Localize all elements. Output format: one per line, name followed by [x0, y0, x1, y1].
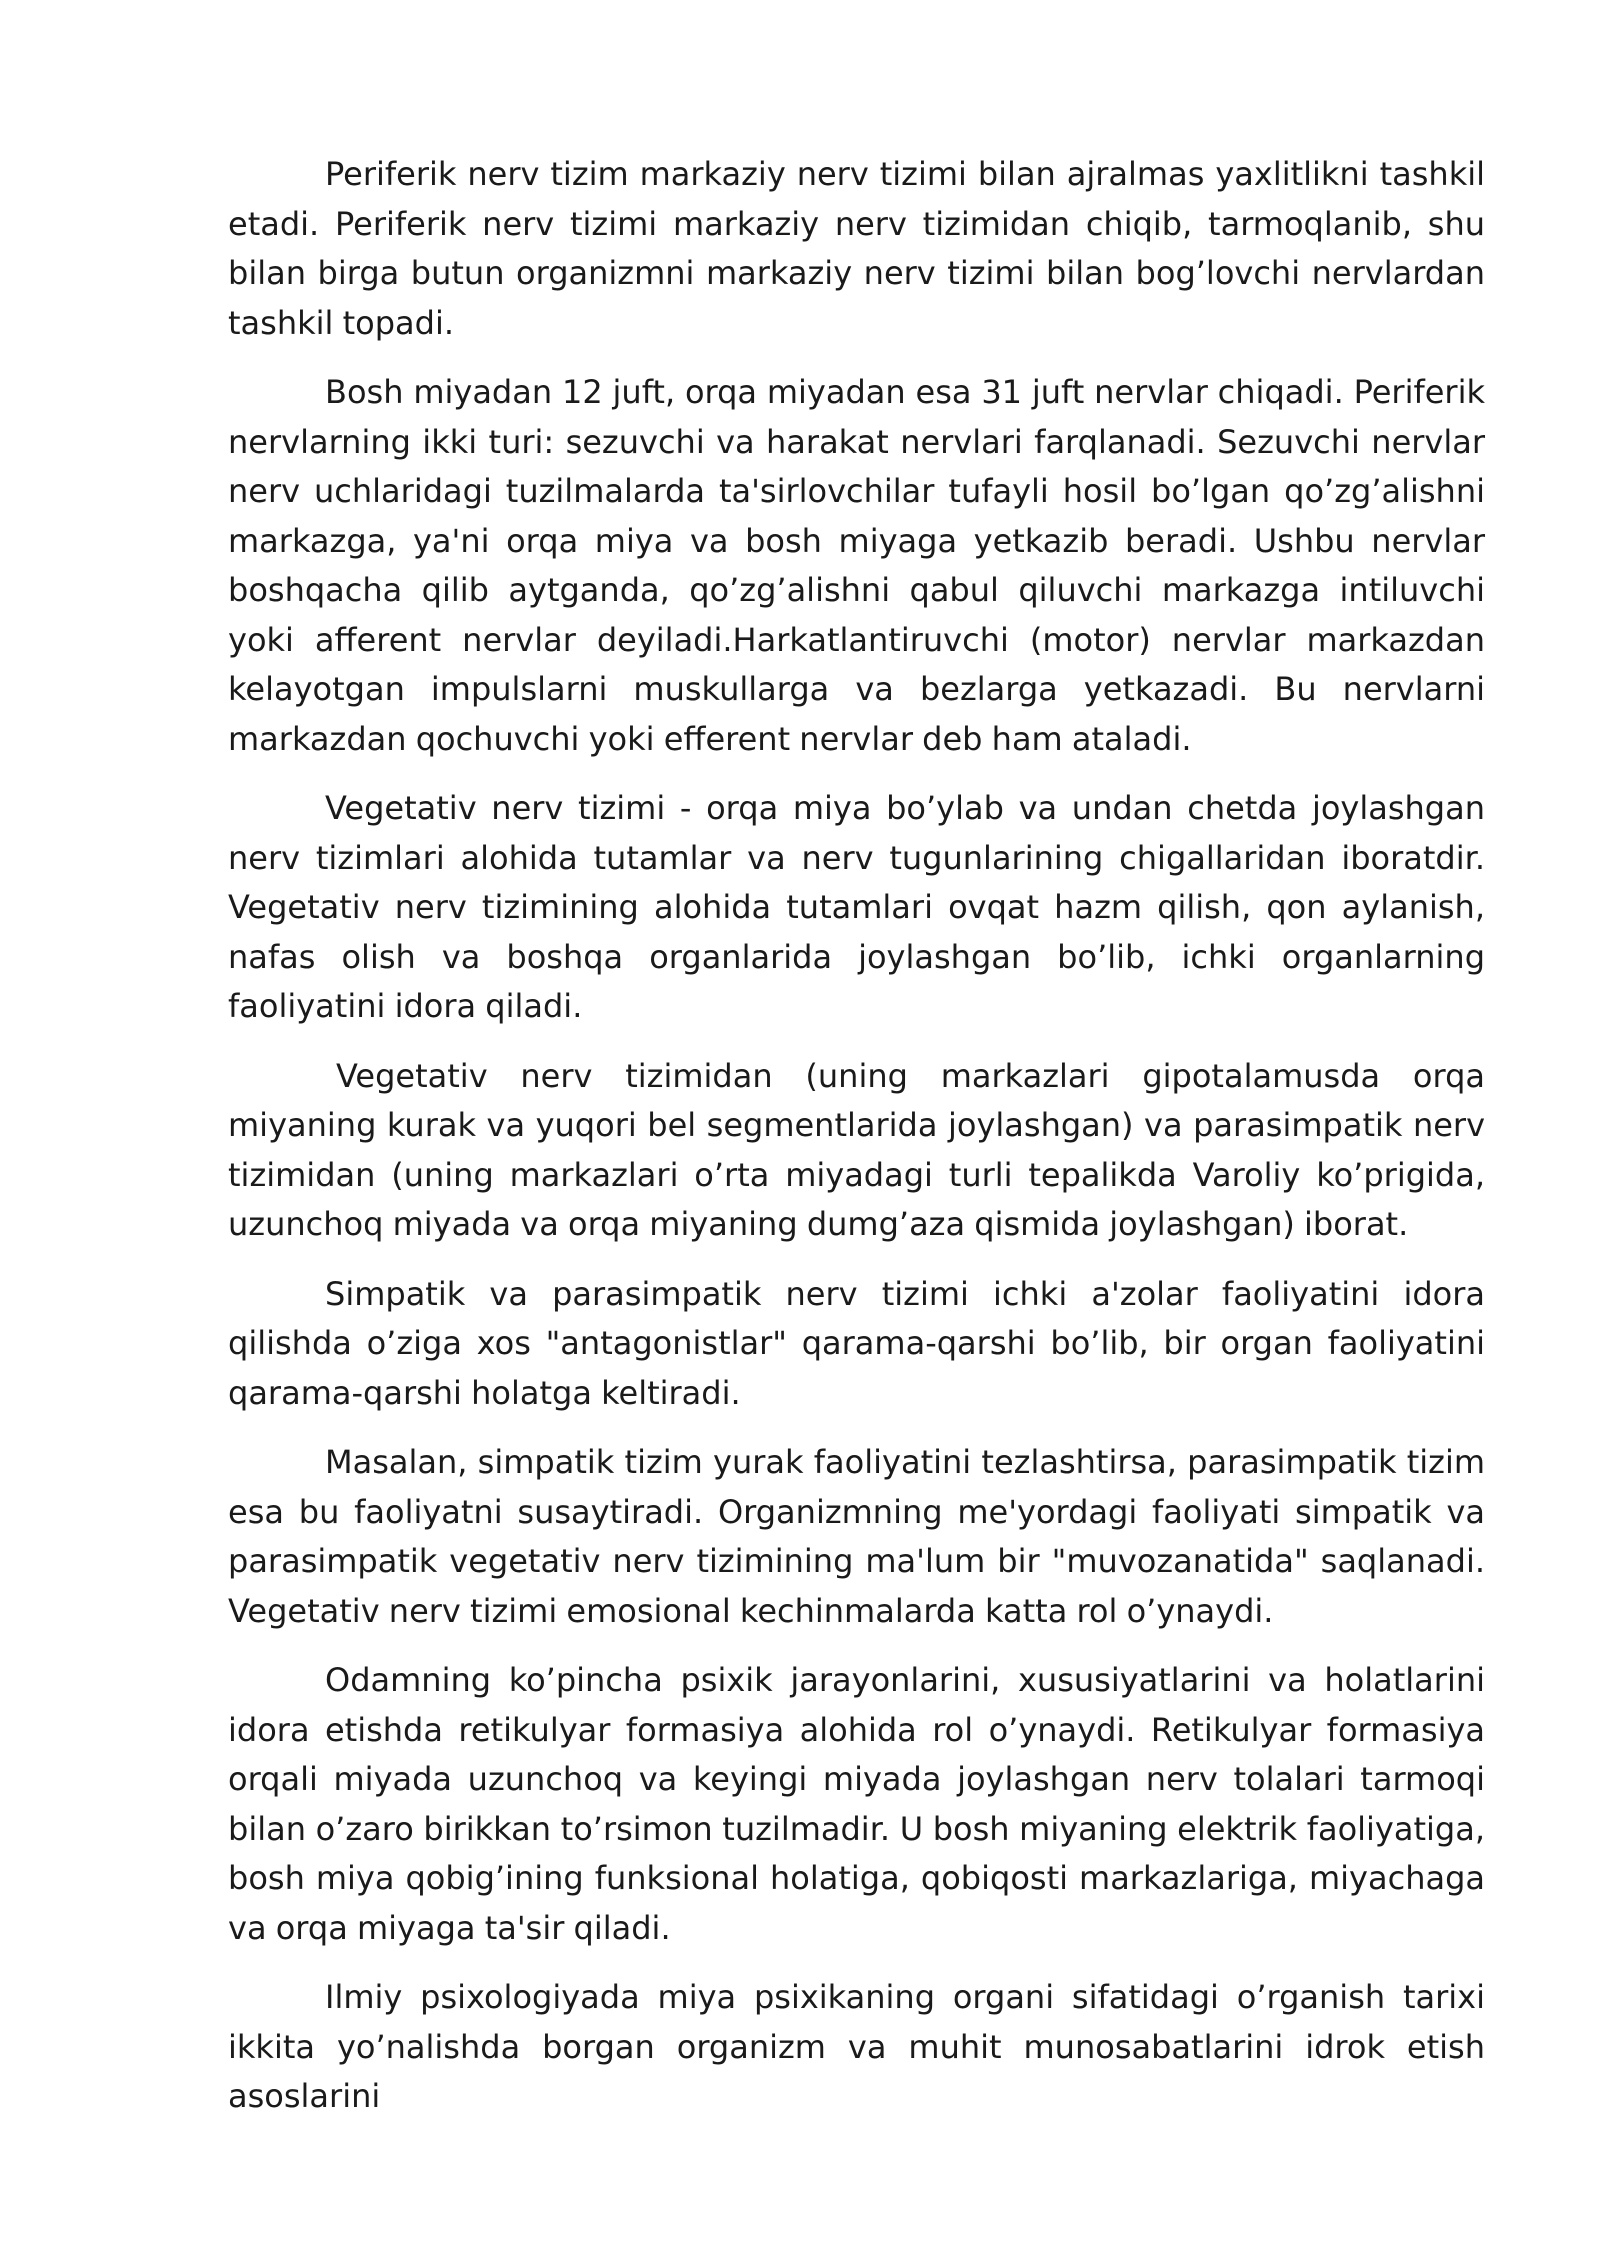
- paragraph-sympathetic-antagonists: Simpatik va parasimpatik nerv tizimi ichki a'zolar faoliyatini idora qilishda o’ziga xos "antagonistlar" qarama-qarshi bo’lib, bir organ faoliyatini qarama-qarshi holatga keltiradi.: [228, 1274, 1485, 1412]
- paragraph-vegetative-centers: Vegetativ nerv tizimidan (uning markazlari gipotalamusda orqa miyaning kurak va yuqori bel segmentlarida joylashgan) va parasimpatik nerv tizimidan (uning markazlari o’rta miyadagi turli tepalikda Varoliy ko’prigida, uzunchoq miyada va orqa miyaning dumg’aza qismida joylashgan) iborat.: [228, 1056, 1485, 1243]
- body-text: [228, 150, 1485, 2122]
- paragraph-vegetative-system: Vegetativ nerv tizimi - orqa miya bo’ylab va undan chetda joylashgan nerv tizimlari alohida tutamlar va nerv tugunlarining chigallaridan iboratdir. Vegetativ nerv tizimining alohida tutamlari ovqat hazm qilish, qon aylanish, nafas olish va boshqa organlarida joylashgan bo’lib, ichki organlarning faoliyatini idora qiladi.: [228, 789, 1485, 1025]
- paragraph-balance-example: Masalan, simpatik tizim yurak faoliyatini tezlashtirsa, parasimpatik tizim esa bu faoliyatni susaytiradi. Organizmning me'yordagi faoliyati simpatik va parasimpatik vegetativ nerv tizimining ma'lum bir "muvozanatida" saqlanadi. Vegetativ nerv tizimi emosional kechinmalarda katta rol o’ynaydi.: [228, 1443, 1485, 1630]
- paragraph-cranial-spinal-nerves: Bosh miyadan 12 juft, orqa miyadan esa 31 juft nervlar chiqadi. Periferik nervlarning ikki turi: sezuvchi va harakat nervlari farqlanadi. Sezuvchi nervlar nerv uchlaridagi tuzilmalarda ta'sirlovchilar tufayli hosil bo’lgan qo’zg’alishni markazga, ya'ni orqa miya va bosh miyaga yetkazib beradi. Ushbu nervlar boshqacha qilib aytganda, qo’zg’alishni qabul qiluvchi markazga intiluvchi yoki afferent nervlar deyiladi.Harkatlantiruvchi (motor) nervlar markazdan kelayotgan impulslarni muskullarga va bezlarga yetkazadi. Bu nervlarni markazdan qochuvchi yoki efferent nervlar deb ham ataladi.: [228, 373, 1485, 758]
- paragraph-reticular-formation: Odamning ko’pincha psixik jarayonlarini, xususiyatlarini va holatlarini idora etishda retikulyar formasiya alohida rol o’ynaydi. Retikulyar formasiya orqali miyada uzunchoq va keyingi miyada joylashgan nerv tolalari tarmoqi bilan o’zaro birikkan to’rsimon tuzilmadir. U bosh miyaning elektrik faoliyatiga, bosh miya qobig’ining funksional holatiga, qobiqosti markazlariga, miyachaga va orqa miyaga ta'sir qiladi.: [228, 1661, 1485, 1947]
- paragraph-scientific-psychology: Ilmiy psixologiyada miya psixikaning organi sifatidagi o’rganish tarixi ikkita yo’nalishda borgan organizm va muhit munosabatlarini idrok etish asoslarini: [228, 1978, 1485, 2115]
- paragraph-peripheral-nervous-system: Periferik nerv tizim markaziy nerv tizimi bilan ajralmas yaxlitlikni tashkil etadi. Periferik nerv tizimi markaziy nerv tizimidan chiqib, tarmoqlanib, shu bilan birga butun organizmni markaziy nerv tizimi bilan bog’lovchi nervlardan tashkil topadi.: [228, 155, 1485, 342]
